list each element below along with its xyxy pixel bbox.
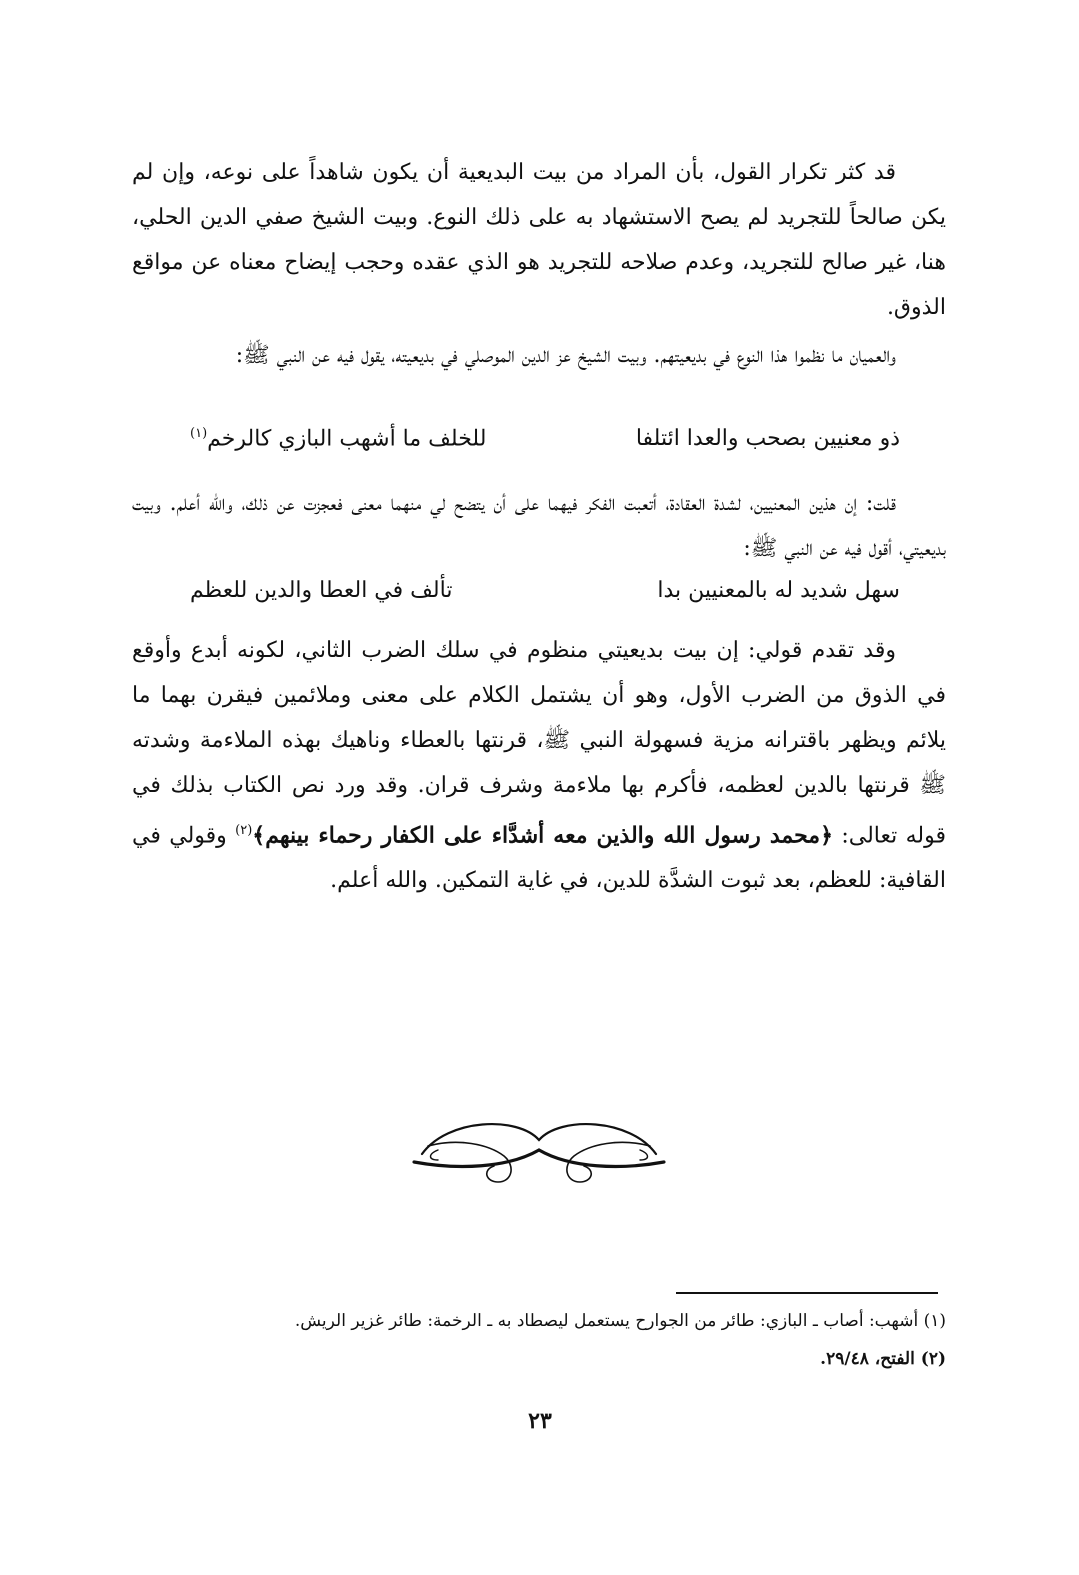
paragraph-4: [132, 628, 946, 903]
ornament-divider-icon: [408, 1110, 670, 1190]
verse-author: [150, 578, 900, 618]
verse-2-second-hemistich: تألف في العطا والدين للعظم: [190, 578, 453, 603]
paragraph-2: [132, 333, 946, 378]
verse-1-second-hemistich: [190, 426, 486, 451]
footnote-ref-2: (٢): [235, 823, 253, 838]
paragraph-4-lead: وقد تقدم قولي: إن بيت بديعيتي منظوم في سلك الضرب الثاني، لكونه أبدع وأوقع في الذوق من الضرب الأول، وهو أن يشتمل الكلام على معنى وملائمين فيقرن بهما ما يلائم ويظهر باقترانه مزية فسهولة النبي ﷺ، قرنتها بالعطاء وناهيك بهذه الملاءمة وشدته ﷺ قرنتها بالدين لعظمه، فأكرم بها ملاءمة وشرف قران. وقد ورد نص الكتاب بذلك في قوله تعالى:: [132, 638, 946, 849]
paragraph-4-tail: وقولي في القافية: للعظم، بعد ثبوت الشدَّة للدين، في غاية التمكين. والله أعلم.: [132, 823, 946, 894]
paragraph-2-text: والعميان ما نظموا هذا النوع في بديعيتهم. وبيت الشيخ عز الدين الموصلي في بديعيته، يقول فيه عن النبي ﷺ:: [235, 343, 896, 368]
page-number: ٢٣: [528, 1408, 552, 1434]
paragraph-1-text: قد كثر تكرار القول، بأن المراد من بيت البديعية أن يكون شاهداً على نوعه، وإن لم يكن صالحاً للتجريد لم يصح الاستشهاد به على ذلك النوع. وبيت الشيخ صفي الدين الحلي، هنا، غير صالح للتجريد، وعدم صلاحه للتجريد هو الذي عقده وحجب إيضاح معناه عن مواقع الذوق.: [132, 160, 947, 320]
paragraph-3-text: قلت: إن هذين المعنيين، لشدة العقادة، أتعبت الفكر فيهما على أن يتضح لي منهما معنى فعجزت عن ذلك، والله أعلم. وبيت بديعيتي، أقول فيه عن النبي ﷺ:: [132, 491, 946, 561]
paragraph-4-text: [132, 628, 946, 903]
paragraph-1: [132, 150, 946, 330]
paragraph-3: [132, 481, 946, 571]
verse-1-second-text: للخلف ما أشهب البازي كالرخم: [207, 426, 487, 452]
footnote-1: (١) أشهب: أصاب ـ البازي: طائر من الجوارح يستعمل ليصطاد به ـ الرخمة: طائر غزير الريش.: [294, 1311, 946, 1331]
quran-quote: ﴿محمد رسول الله والذين معه أشدَّاء على الكفار رحماء بينهم﴾: [252, 822, 833, 849]
verse-1-first-hemistich: ذو معنيين بصحب والعدا ائتلفا: [635, 426, 900, 451]
verse-2-first-hemistich: سهل شديد له بالمعنيين بدا: [657, 578, 900, 603]
footnote-separator: [676, 1292, 938, 1294]
verse-mosuli: [150, 426, 900, 466]
footnote-2: (٢) الفتح، ٢٩/٤٨.: [820, 1349, 946, 1369]
footnote-ref-1: (١): [190, 426, 208, 441]
